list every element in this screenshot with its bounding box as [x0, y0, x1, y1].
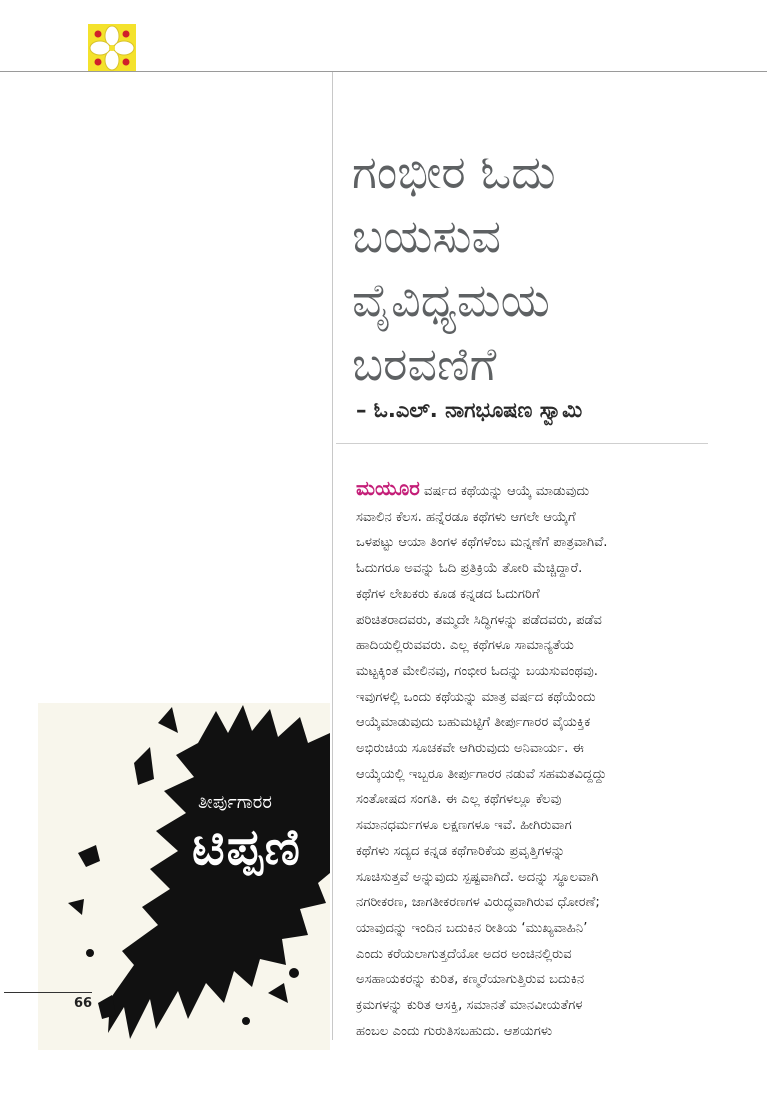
article-body	[356, 476, 716, 1044]
body-line: ಎಂದು ಕರೆಯಲಾಗುತ್ತದೆಯೋ ಅದರ ಅಂಚಿನಲ್ಲಿರುವ	[356, 946, 572, 962]
body-line: ಇವುಗಳಲ್ಲಿ ಒಂದು ಕಥೆಯನ್ನು ಮಾತ್ರ ವರ್ಷದ ಕಥೆಯೆಂದು	[356, 689, 596, 705]
body-line: ಮಟ್ಟಕ್ಕಿಂತ ಮೇಲಿನವು, ಗಂಭೀರ ಓದನ್ನು ಬಯಸುವಂಥವು.	[356, 663, 598, 679]
lead-line-rest: ವರ್ಷದ ಕಥೆಯನ್ನು ಆಯ್ಕೆ ಮಾಡುವುದು	[419, 484, 590, 499]
body-line: ಹಂಬಲ ಎಂದು ಗುರುತಿಸಬಹುದು. ಆಶಯಗಳು	[356, 1023, 553, 1039]
author-byline: – ಓ.ಎಲ್. ನಾಗಭೂಷಣ ಸ್ವಾಮಿ	[356, 398, 583, 422]
body-line: ಯಾವುದನ್ನು ಇಂದಿನ ಬದುಕಿನ ರೀತಿಯ ‘ಮುಖ್ಯವಾಹಿನಿ’	[356, 920, 588, 936]
header-rule	[0, 71, 767, 72]
article-title	[352, 140, 752, 396]
body-line: ಕಥೆಗಳ ಲೇಖಕರು ಕೂಡ ಕನ್ನಡದ ಓದುಗರಿಗೆ	[356, 586, 540, 602]
byline-rule	[336, 443, 708, 444]
flower-ornament-icon	[88, 24, 136, 72]
body-line: ಅಸಹಾಯಕರನ್ನು ಕುರಿತ, ಕಣ್ಮರೆಯಾಗುತ್ತಿರುವ ಬದುಕಿನ	[356, 972, 585, 988]
title-line: ಗಂಭೀರ ಓದು	[352, 145, 556, 199]
body-line: ಪರಿಚಿತರಾದವರು, ತಮ್ಮದೇ ಸಿದ್ಧಿಗಳನ್ನು ಪಡೆದವರು, ಪಡೆವ	[356, 612, 602, 628]
body-line: ಸವಾಲಿನ ಕೆಲಸ. ಹನ್ನೆರಡೂ ಕಥೆಗಳು ಆಗಲೇ ಆಯ್ಕೆಗೆ	[356, 509, 576, 525]
body-line: ಕ್ರಮಗಳನ್ನು ಕುರಿತ ಆಸಕ್ತಿ, ಸಮಾನತೆ ಮಾನವೀಯತೆಗಳ	[356, 998, 583, 1014]
page-number: 66	[74, 996, 93, 1011]
footer-rule	[4, 992, 92, 993]
body-line: ಹಾದಿಯಲ್ಲಿರುವವರು. ಎಲ್ಲ ಕಥೆಗಳೂ ಸಾಮಾನ್ಯತೆಯ	[356, 638, 574, 654]
title-line: ವೈವಿಧ್ಯಮಯ	[352, 273, 550, 327]
body-line: ಓದುಗರೂ ಅವನ್ನು ಓದಿ ಪ್ರತಿಕ್ರಿಯೆ ತೋರಿ ಮೆಚ್ಚಿದ್ದಾರೆ.	[356, 561, 583, 577]
body-line: ಆಯ್ಕೆಯಲ್ಲಿ ಇಬ್ಬರೂ ತೀರ್ಪುಗಾರರ ನಡುವೆ ಸಹಮತವಿದ್ದದ್ದು	[356, 766, 607, 782]
body-line: ಸಂತೋಷದ ಸಂಗತಿ. ಈ ಎಲ್ಲ ಕಥೆಗಳಲ್ಲೂ ಕೆಲವು	[356, 792, 562, 808]
magazine-logo	[88, 24, 136, 72]
body-line: ಒಳಪಟ್ಟು ಆಯಾ ತಿಂಗಳ ಕಥೆಗಳೆಂಬ ಮನ್ನಣೆಗೆ ಪಾತ್ರವಾಗಿವೆ.	[356, 535, 608, 551]
body-line: ಅಭಿರುಚಿಯ ಸೂಚಕವೇ ಆಗಿರುವುದು ಅನಿವಾರ್ಯ. ಈ	[356, 741, 584, 757]
artwork-label-small: ತೀರ್ಪುಗಾರರ	[198, 792, 272, 813]
title-line: ಬಯಸುವ	[352, 209, 501, 263]
lead-word: ಮಯೂರ	[356, 476, 420, 500]
body-line: ಆಯ್ಕೆಮಾಡುವುದು ಬಹುಮಟ್ಟಿಗೆ ತೀರ್ಪುಗಾರರ ವೈಯಕ್ತಿಕ	[356, 715, 591, 731]
body-line: ಸಮಾನಧರ್ಮಗಳೂ ಲಕ್ಷಣಗಳೂ ಇವೆ. ಹೀಗಿರುವಾಗ	[356, 818, 572, 834]
body-line: ಕಥೆಗಳು ಸದ್ಯದ ಕನ್ನಡ ಕಥೆಗಾರಿಕೆಯ ಪ್ರವೃತ್ತಿಗಳನ್ನು	[356, 843, 566, 859]
body-line: ನಗರೀಕರಣ, ಜಾಗತೀಕರಣಗಳ ವಿರುದ್ಧವಾಗಿರುವ ಧೋರಣೆ;	[356, 895, 600, 911]
body-line: ಸೂಚಿಸುತ್ತವೆ ಅನ್ನುವುದು ಸ್ಪಷ್ಟವಾಗಿದೆ. ಅದನ್ನು ಸ್ಥೂಲವಾಗಿ	[356, 869, 599, 885]
artwork-label-big: ಟಿಪ್ಪಣಿ	[192, 818, 302, 876]
body-line	[356, 476, 716, 505]
title-line: ಬರವಣಿಗೆ	[352, 337, 497, 391]
column-divider	[332, 72, 333, 1040]
